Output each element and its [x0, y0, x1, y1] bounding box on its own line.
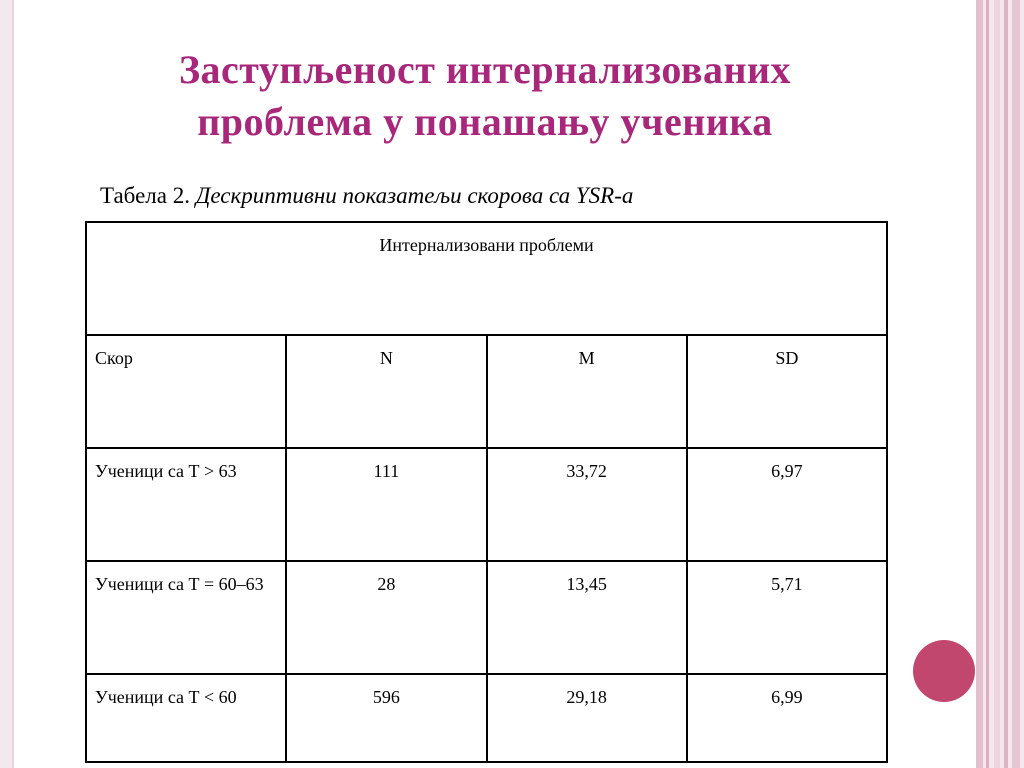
caption-text: Дескриптивни показатељи скорова са YSR-а — [195, 183, 634, 208]
cell-n: 28 — [286, 561, 486, 674]
cell-n: 111 — [286, 448, 486, 561]
title-line-1: Заступљеност интернализованих — [178, 47, 792, 92]
table-group-header-row — [86, 222, 887, 335]
cell-score: Ученици са Т = 60–63 — [86, 561, 286, 674]
cell-m: 33,72 — [487, 448, 687, 561]
right-decorative-stripes — [976, 0, 1024, 768]
slide-title — [40, 44, 930, 148]
cell-m: 13,45 — [487, 561, 687, 674]
stripe — [1004, 0, 1008, 768]
stripe — [986, 0, 989, 768]
table-row — [86, 561, 887, 674]
cell-score: Ученици са Т > 63 — [86, 448, 286, 561]
cell-m: 29,18 — [487, 674, 687, 762]
caption-label: Табела 2. — [100, 183, 190, 208]
cell-sd: 6,99 — [687, 674, 887, 762]
column-header-sd: SD — [687, 335, 887, 448]
decorative-circle — [913, 640, 975, 702]
descriptive-stats-table — [85, 221, 888, 763]
column-header-n: N — [286, 335, 486, 448]
cell-sd: 6,97 — [687, 448, 887, 561]
table-row — [86, 448, 887, 561]
table-header-row — [86, 335, 887, 448]
cell-n: 596 — [286, 674, 486, 762]
left-border-line — [12, 0, 14, 768]
cell-score: Ученици са Т < 60 — [86, 674, 286, 762]
table-row — [86, 674, 887, 762]
column-header-score: Скор — [86, 335, 286, 448]
stripe — [1012, 0, 1020, 768]
stripe — [976, 0, 983, 768]
table-caption — [100, 183, 900, 209]
column-header-m: M — [487, 335, 687, 448]
group-header-cell: Интернализовани проблеми — [86, 222, 887, 335]
cell-sd: 5,71 — [687, 561, 887, 674]
title-line-2: проблема у понашању ученика — [197, 99, 773, 144]
stripe — [994, 0, 1000, 768]
